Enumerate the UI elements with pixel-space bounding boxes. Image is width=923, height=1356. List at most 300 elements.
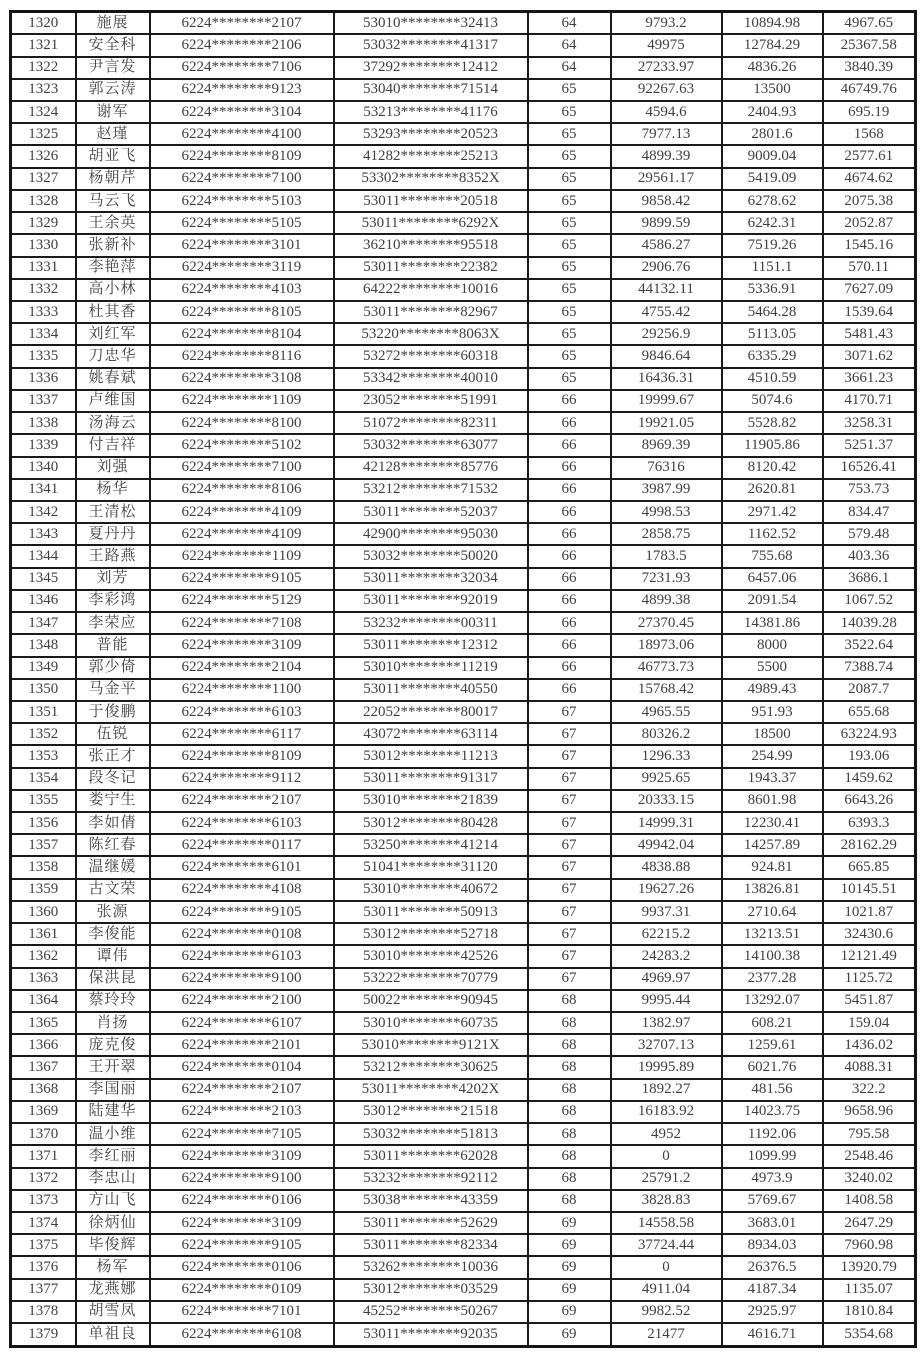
cell-amount-1: 27233.97: [611, 57, 722, 79]
cell-row-number: 1325: [11, 123, 76, 145]
cell-card-number: 6224********5102: [150, 434, 334, 456]
cell-amount-2: 14381.86: [722, 612, 823, 634]
cell-amount-3: 3686.1: [823, 568, 916, 590]
cell-amount-2: 18500: [722, 723, 823, 745]
table-row: [11, 1056, 916, 1078]
cell-id-number: 53010********9121X: [334, 1034, 528, 1056]
cell-card-number: 6224********3119: [150, 257, 334, 279]
cell-id-number: 45252********50267: [334, 1301, 528, 1323]
cell-amount-1: 80326.2: [611, 723, 722, 745]
cell-age: 67: [528, 790, 611, 812]
cell-id-number: 53032********50020: [334, 545, 528, 567]
cell-amount-1: 24283.2: [611, 945, 722, 967]
cell-age: 66: [528, 412, 611, 434]
cell-amount-2: 6278.62: [722, 190, 823, 212]
cell-id-number: 53011********4202X: [334, 1079, 528, 1101]
cell-person-name: 伍锐: [76, 723, 150, 745]
cell-amount-3: 7627.09: [823, 279, 916, 301]
table-row: [11, 1323, 916, 1346]
cell-row-number: 1335: [11, 345, 76, 367]
table-row: [11, 901, 916, 923]
cell-amount-1: 19999.67: [611, 390, 722, 412]
cell-row-number: 1332: [11, 279, 76, 301]
cell-id-number: 53232********00311: [334, 612, 528, 634]
cell-card-number: 6224********1109: [150, 545, 334, 567]
cell-row-number: 1320: [11, 12, 76, 35]
cell-person-name: 李俊能: [76, 923, 150, 945]
cell-row-number: 1339: [11, 434, 76, 456]
cell-card-number: 6224********2107: [150, 1079, 334, 1101]
table-row: [11, 790, 916, 812]
cell-amount-3: 5354.68: [823, 1323, 916, 1346]
cell-amount-1: 9925.65: [611, 768, 722, 790]
cell-amount-3: 4170.71: [823, 390, 916, 412]
table-row: [11, 1279, 916, 1301]
cell-amount-1: 49942.04: [611, 834, 722, 856]
cell-age: 69: [528, 1234, 611, 1256]
cell-amount-2: 608.21: [722, 1012, 823, 1034]
cell-age: 64: [528, 57, 611, 79]
cell-row-number: 1346: [11, 590, 76, 612]
cell-row-number: 1340: [11, 457, 76, 479]
cell-amount-1: 4594.6: [611, 101, 722, 123]
cell-id-number: 53010********11219: [334, 657, 528, 679]
cell-amount-2: 1162.52: [722, 523, 823, 545]
cell-age: 66: [528, 590, 611, 612]
cell-card-number: 6224********2100: [150, 990, 334, 1012]
cell-id-number: 53011********22382: [334, 257, 528, 279]
cell-amount-2: 14100.38: [722, 945, 823, 967]
cell-card-number: 6224********0109: [150, 1279, 334, 1301]
cell-id-number: 53012********52718: [334, 923, 528, 945]
table-row: [11, 12, 916, 35]
cell-amount-2: 4510.59: [722, 368, 823, 390]
cell-person-name: 郭云涛: [76, 79, 150, 101]
cell-age: 67: [528, 745, 611, 767]
cell-age: 68: [528, 990, 611, 1012]
table-row: [11, 590, 916, 612]
cell-amount-3: 570.11: [823, 257, 916, 279]
cell-age: 67: [528, 768, 611, 790]
cell-amount-1: 76316: [611, 457, 722, 479]
table-row: [11, 368, 916, 390]
cell-card-number: 6224********4109: [150, 501, 334, 523]
table-row: [11, 1301, 916, 1323]
cell-age: 66: [528, 679, 611, 701]
cell-amount-1: 49975: [611, 34, 722, 56]
cell-amount-2: 14023.75: [722, 1101, 823, 1123]
cell-age: 66: [528, 390, 611, 412]
cell-age: 65: [528, 101, 611, 123]
cell-person-name: 温继媛: [76, 856, 150, 878]
cell-row-number: 1355: [11, 790, 76, 812]
cell-person-name: 张正才: [76, 745, 150, 767]
cell-age: 66: [528, 457, 611, 479]
cell-amount-3: 5251.37: [823, 434, 916, 456]
cell-age: 69: [528, 1301, 611, 1323]
cell-amount-2: 13213.51: [722, 923, 823, 945]
cell-age: 66: [528, 501, 611, 523]
cell-id-number: 37292********12412: [334, 57, 528, 79]
table-row: [11, 679, 916, 701]
cell-person-name: 李荣应: [76, 612, 150, 634]
cell-amount-3: 2647.29: [823, 1212, 916, 1234]
cell-amount-3: 5481.43: [823, 323, 916, 345]
cell-amount-2: 12230.41: [722, 812, 823, 834]
cell-row-number: 1322: [11, 57, 76, 79]
cell-age: 67: [528, 968, 611, 990]
cell-amount-1: 27370.45: [611, 612, 722, 634]
cell-amount-1: 1382.97: [611, 1012, 722, 1034]
cell-id-number: 53220********8063X: [334, 323, 528, 345]
cell-row-number: 1334: [11, 323, 76, 345]
cell-amount-3: 6393.3: [823, 812, 916, 834]
cell-amount-3: 695.19: [823, 101, 916, 123]
cell-id-number: 53011********40550: [334, 679, 528, 701]
cell-amount-3: 14039.28: [823, 612, 916, 634]
cell-amount-3: 795.58: [823, 1123, 916, 1145]
cell-amount-1: 46773.73: [611, 657, 722, 679]
cell-row-number: 1367: [11, 1056, 76, 1078]
cell-person-name: 施展: [76, 12, 150, 35]
cell-amount-1: 37724.44: [611, 1234, 722, 1256]
cell-age: 65: [528, 323, 611, 345]
cell-person-name: 温小维: [76, 1123, 150, 1145]
cell-card-number: 6224********8100: [150, 412, 334, 434]
cell-card-number: 6224********4109: [150, 523, 334, 545]
cell-amount-3: 3522.64: [823, 634, 916, 656]
cell-amount-2: 1943.37: [722, 768, 823, 790]
cell-row-number: 1371: [11, 1145, 76, 1167]
cell-row-number: 1362: [11, 945, 76, 967]
cell-amount-2: 6457.06: [722, 568, 823, 590]
cell-amount-1: 4911.04: [611, 1279, 722, 1301]
cell-age: 65: [528, 345, 611, 367]
cell-amount-3: 1021.87: [823, 901, 916, 923]
cell-id-number: 51041********31120: [334, 856, 528, 878]
cell-id-number: 53011********20518: [334, 190, 528, 212]
table-row: [11, 568, 916, 590]
cell-card-number: 6224********7108: [150, 612, 334, 634]
cell-row-number: 1379: [11, 1323, 76, 1346]
cell-amount-2: 481.56: [722, 1079, 823, 1101]
cell-amount-1: 62215.2: [611, 923, 722, 945]
cell-card-number: 6224********9105: [150, 1234, 334, 1256]
table-row: [11, 79, 916, 101]
cell-amount-2: 11905.86: [722, 434, 823, 456]
cell-amount-3: 3240.02: [823, 1168, 916, 1190]
cell-amount-2: 254.99: [722, 745, 823, 767]
cell-id-number: 53011********52037: [334, 501, 528, 523]
table-row: [11, 412, 916, 434]
cell-row-number: 1328: [11, 190, 76, 212]
cell-person-name: 保洪昆: [76, 968, 150, 990]
cell-row-number: 1353: [11, 745, 76, 767]
cell-age: 68: [528, 1101, 611, 1123]
cell-id-number: 51072********82311: [334, 412, 528, 434]
cell-row-number: 1359: [11, 879, 76, 901]
cell-age: 64: [528, 12, 611, 35]
cell-card-number: 6224********7100: [150, 168, 334, 190]
cell-row-number: 1329: [11, 212, 76, 234]
cell-person-name: 赵瑾: [76, 123, 150, 145]
cell-age: 65: [528, 257, 611, 279]
cell-age: 69: [528, 1256, 611, 1278]
table-row: [11, 968, 916, 990]
cell-person-name: 王余英: [76, 212, 150, 234]
cell-row-number: 1347: [11, 612, 76, 634]
table-row: [11, 212, 916, 234]
cell-amount-3: 32430.6: [823, 923, 916, 945]
cell-amount-1: 16183.92: [611, 1101, 722, 1123]
cell-row-number: 1338: [11, 412, 76, 434]
cell-id-number: 53302********8352X: [334, 168, 528, 190]
cell-id-number: 53011********91317: [334, 768, 528, 790]
cell-amount-2: 6021.76: [722, 1056, 823, 1078]
cell-amount-2: 951.93: [722, 701, 823, 723]
cell-id-number: 43072********63114: [334, 723, 528, 745]
cell-row-number: 1358: [11, 856, 76, 878]
cell-amount-3: 2052.87: [823, 212, 916, 234]
cell-row-number: 1343: [11, 523, 76, 545]
cell-amount-1: 1892.27: [611, 1079, 722, 1101]
cell-card-number: 6224********2104: [150, 657, 334, 679]
cell-amount-1: 29256.9: [611, 323, 722, 345]
cell-id-number: 53212********71532: [334, 479, 528, 501]
table-row: [11, 634, 916, 656]
cell-card-number: 6224********7105: [150, 1123, 334, 1145]
cell-amount-1: 8969.39: [611, 434, 722, 456]
table-row: [11, 1123, 916, 1145]
cell-age: 65: [528, 79, 611, 101]
cell-age: 68: [528, 1123, 611, 1145]
cell-person-name: 于俊鹏: [76, 701, 150, 723]
cell-amount-3: 403.36: [823, 545, 916, 567]
cell-amount-1: 4899.39: [611, 145, 722, 167]
cell-amount-3: 6643.26: [823, 790, 916, 812]
cell-id-number: 42900********95030: [334, 523, 528, 545]
cell-person-name: 张新补: [76, 234, 150, 256]
cell-row-number: 1350: [11, 679, 76, 701]
cell-id-number: 53012********03529: [334, 1279, 528, 1301]
cell-amount-2: 5336.91: [722, 279, 823, 301]
cell-row-number: 1364: [11, 990, 76, 1012]
cell-amount-2: 4989.43: [722, 679, 823, 701]
cell-amount-1: 2858.75: [611, 523, 722, 545]
cell-id-number: 53342********40010: [334, 368, 528, 390]
cell-amount-2: 8000: [722, 634, 823, 656]
cell-row-number: 1361: [11, 923, 76, 945]
cell-person-name: 王路燕: [76, 545, 150, 567]
cell-person-name: 杨华: [76, 479, 150, 501]
cell-age: 68: [528, 1034, 611, 1056]
table-row: [11, 701, 916, 723]
table-row: [11, 945, 916, 967]
cell-person-name: 李如倩: [76, 812, 150, 834]
cell-id-number: 36210********95518: [334, 234, 528, 256]
cell-row-number: 1327: [11, 168, 76, 190]
table-row: [11, 879, 916, 901]
cell-card-number: 6224********0117: [150, 834, 334, 856]
cell-age: 66: [528, 523, 611, 545]
cell-amount-3: 10145.51: [823, 879, 916, 901]
cell-card-number: 6224********7100: [150, 457, 334, 479]
cell-amount-3: 753.73: [823, 479, 916, 501]
cell-amount-2: 2801.6: [722, 123, 823, 145]
table-row: [11, 123, 916, 145]
cell-id-number: 53011********92019: [334, 590, 528, 612]
cell-card-number: 6224********8106: [150, 479, 334, 501]
cell-age: 65: [528, 123, 611, 145]
cell-person-name: 段冬记: [76, 768, 150, 790]
cell-amount-1: 3987.99: [611, 479, 722, 501]
cell-age: 68: [528, 1079, 611, 1101]
cell-amount-1: 19921.05: [611, 412, 722, 434]
cell-amount-3: 3258.31: [823, 412, 916, 434]
cell-amount-3: 1810.84: [823, 1301, 916, 1323]
cell-person-name: 尹言发: [76, 57, 150, 79]
cell-amount-1: 7231.93: [611, 568, 722, 590]
cell-amount-1: 4838.88: [611, 856, 722, 878]
cell-person-name: 夏丹丹: [76, 523, 150, 545]
cell-amount-2: 1192.06: [722, 1123, 823, 1145]
cell-amount-3: 28162.29: [823, 834, 916, 856]
cell-amount-3: 13920.79: [823, 1256, 916, 1278]
cell-id-number: 53011********52629: [334, 1212, 528, 1234]
cell-id-number: 50022********90945: [334, 990, 528, 1012]
cell-amount-1: 4998.53: [611, 501, 722, 523]
cell-amount-2: 2377.28: [722, 968, 823, 990]
cell-amount-3: 2087.7: [823, 679, 916, 701]
cell-id-number: 53262********10036: [334, 1256, 528, 1278]
cell-id-number: 53010********21839: [334, 790, 528, 812]
cell-person-name: 李国丽: [76, 1079, 150, 1101]
cell-amount-1: 29561.17: [611, 168, 722, 190]
cell-card-number: 6224********1109: [150, 390, 334, 412]
cell-amount-2: 755.68: [722, 545, 823, 567]
cell-age: 65: [528, 368, 611, 390]
cell-row-number: 1348: [11, 634, 76, 656]
cell-amount-3: 579.48: [823, 523, 916, 545]
cell-person-name: 付吉祥: [76, 434, 150, 456]
cell-amount-1: 2906.76: [611, 257, 722, 279]
cell-row-number: 1352: [11, 723, 76, 745]
cell-row-number: 1374: [11, 1212, 76, 1234]
cell-age: 66: [528, 545, 611, 567]
cell-amount-1: 4899.38: [611, 590, 722, 612]
cell-card-number: 6224********6117: [150, 723, 334, 745]
table-row: [11, 545, 916, 567]
cell-card-number: 6224********2107: [150, 12, 334, 35]
table-row: [11, 723, 916, 745]
cell-amount-3: 4674.62: [823, 168, 916, 190]
cell-person-name: 蔡玲玲: [76, 990, 150, 1012]
cell-amount-3: 7388.74: [823, 657, 916, 679]
cell-amount-2: 5464.28: [722, 301, 823, 323]
cell-amount-2: 8934.03: [722, 1234, 823, 1256]
cell-person-name: 肖扬: [76, 1012, 150, 1034]
cell-amount-3: 2577.61: [823, 145, 916, 167]
cell-card-number: 6224********5105: [150, 212, 334, 234]
cell-amount-3: 159.04: [823, 1012, 916, 1034]
cell-row-number: 1354: [11, 768, 76, 790]
cell-person-name: 张源: [76, 901, 150, 923]
cell-amount-2: 1151.1: [722, 257, 823, 279]
cell-person-name: 李艳萍: [76, 257, 150, 279]
cell-row-number: 1336: [11, 368, 76, 390]
table-row: [11, 234, 916, 256]
table-row: [11, 457, 916, 479]
cell-person-name: 胡雪凤: [76, 1301, 150, 1323]
cell-age: 69: [528, 1323, 611, 1346]
cell-amount-3: 5451.87: [823, 990, 916, 1012]
cell-row-number: 1323: [11, 79, 76, 101]
cell-id-number: 53012********11213: [334, 745, 528, 767]
cell-card-number: 6224********5129: [150, 590, 334, 612]
cell-id-number: 53010********60735: [334, 1012, 528, 1034]
cell-amount-2: 5113.05: [722, 323, 823, 345]
cell-id-number: 53212********30625: [334, 1056, 528, 1078]
cell-person-name: 刘芳: [76, 568, 150, 590]
cell-row-number: 1357: [11, 834, 76, 856]
cell-row-number: 1356: [11, 812, 76, 834]
cell-row-number: 1351: [11, 701, 76, 723]
cell-person-name: 刘强: [76, 457, 150, 479]
table-row: [11, 479, 916, 501]
cell-card-number: 6224********2106: [150, 34, 334, 56]
cell-card-number: 6224********6107: [150, 1012, 334, 1034]
cell-card-number: 6224********8116: [150, 345, 334, 367]
table-row: [11, 145, 916, 167]
cell-person-name: 杨军: [76, 1256, 150, 1278]
cell-id-number: 23052********51991: [334, 390, 528, 412]
table-row: [11, 279, 916, 301]
cell-age: 65: [528, 234, 611, 256]
cell-card-number: 6224********6108: [150, 1323, 334, 1346]
cell-id-number: 53011********32034: [334, 568, 528, 590]
cell-card-number: 6224********5103: [150, 190, 334, 212]
cell-card-number: 6224********6103: [150, 701, 334, 723]
cell-id-number: 53032********41317: [334, 34, 528, 56]
table-row: [11, 190, 916, 212]
table-row: [11, 323, 916, 345]
cell-card-number: 6224********9105: [150, 901, 334, 923]
cell-amount-2: 1099.99: [722, 1145, 823, 1167]
cell-amount-1: 4965.55: [611, 701, 722, 723]
cell-row-number: 1344: [11, 545, 76, 567]
cell-amount-1: 15768.42: [611, 679, 722, 701]
cell-row-number: 1373: [11, 1190, 76, 1212]
cell-card-number: 6224********9112: [150, 768, 334, 790]
cell-amount-2: 12784.29: [722, 34, 823, 56]
cell-age: 65: [528, 145, 611, 167]
table-row: [11, 990, 916, 1012]
cell-amount-2: 4836.26: [722, 57, 823, 79]
cell-amount-3: 1067.52: [823, 590, 916, 612]
cell-amount-2: 4973.9: [722, 1168, 823, 1190]
cell-amount-1: 16436.31: [611, 368, 722, 390]
cell-card-number: 6224********9123: [150, 79, 334, 101]
cell-amount-2: 2971.42: [722, 501, 823, 523]
table-row: [11, 434, 916, 456]
cell-amount-3: 834.47: [823, 501, 916, 523]
table-row: [11, 1145, 916, 1167]
cell-person-name: 刘红军: [76, 323, 150, 345]
cell-amount-1: 32707.13: [611, 1034, 722, 1056]
cell-card-number: 6224********2103: [150, 1101, 334, 1123]
cell-amount-3: 1545.16: [823, 234, 916, 256]
cell-person-name: 汤海云: [76, 412, 150, 434]
